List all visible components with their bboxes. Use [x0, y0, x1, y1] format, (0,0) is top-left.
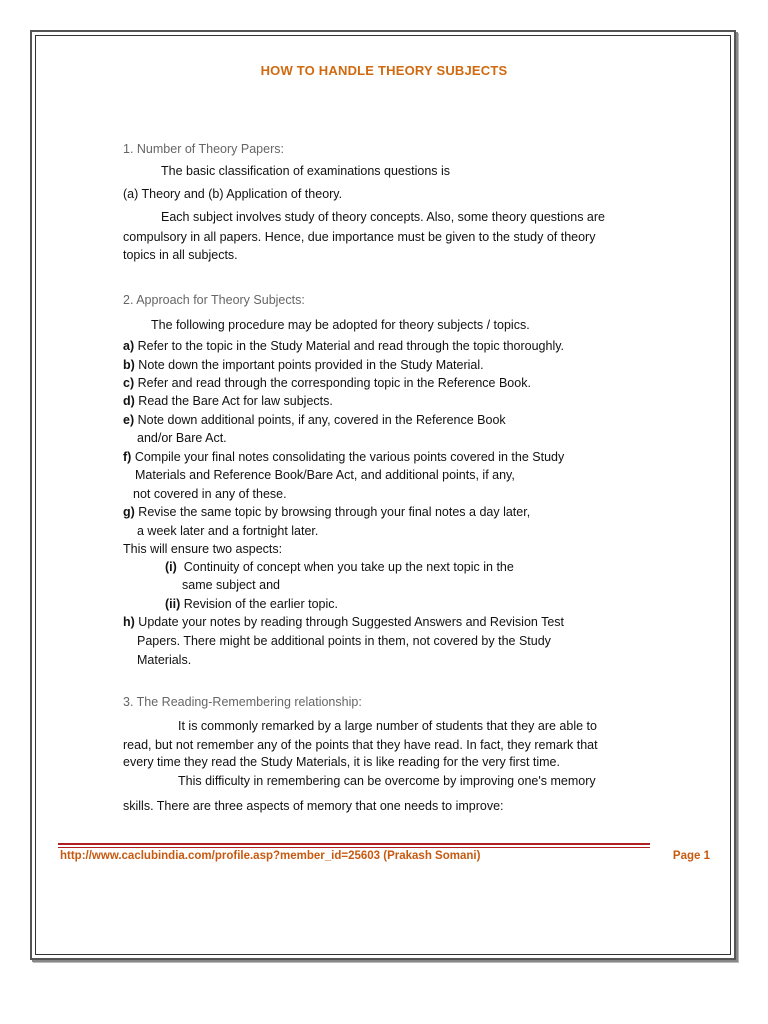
- step-f-continued-1: Materials and Reference Book/Bare Act, and additional points, if any,: [135, 468, 515, 482]
- step-g-continued: a week later and a fortnight later.: [137, 524, 319, 538]
- aspect-ii-label: (ii): [165, 597, 181, 611]
- section3-para2-line2: skills. There are three aspects of memory that one needs to improve:: [123, 799, 504, 813]
- section1-heading: 1. Number of Theory Papers:: [123, 142, 284, 156]
- step-g: [123, 504, 530, 520]
- section1-para-line2: compulsory in all papers. Hence, due importance must be given to the study of theory: [123, 230, 596, 244]
- section3-para1-line3: every time they read the Study Materials, it is like reading for the very first time.: [123, 755, 560, 769]
- step-a: [123, 338, 564, 354]
- footer-divider: [58, 843, 650, 845]
- aspect-ii: [165, 596, 338, 612]
- aspect-i-continued: same subject and: [182, 578, 280, 592]
- footer-link[interactable]: http://www.caclubindia.com/profile.asp?member_id=25603 (Prakash Somani): [60, 850, 481, 862]
- step-g-label: g): [123, 505, 135, 519]
- step-h-text: Update your notes by reading through Suggested Answers and Revision Test: [138, 615, 565, 629]
- step-f-continued-2: not covered in any of these.: [133, 487, 287, 501]
- step-c: [123, 375, 531, 391]
- step-b-text: Note down the important points provided in the Study Material.: [138, 358, 484, 372]
- aspect-i: [165, 559, 514, 575]
- section3-heading: 3. The Reading-Remembering relationship:: [123, 695, 362, 709]
- step-b-label: b): [123, 358, 135, 372]
- step-e: [123, 412, 506, 428]
- step-a-label: a): [123, 339, 135, 353]
- step-f: [123, 449, 564, 465]
- step-h: [123, 614, 564, 630]
- section3-para2-line1: This difficulty in remembering can be overcome by improving one's memory: [178, 774, 596, 788]
- document-title: HOW TO HANDLE THEORY SUBJECTS: [260, 63, 508, 78]
- section1-line1: The basic classification of examinations questions is: [161, 164, 451, 178]
- section1-para-line3: topics in all subjects.: [123, 248, 238, 262]
- step-h-continued-2: Materials.: [137, 653, 192, 667]
- step-a-text: Refer to the topic in the Study Material and read through the topic thoroughly.: [137, 339, 565, 353]
- footer-divider-thin: [58, 847, 650, 848]
- step-d: [123, 393, 333, 409]
- step-c-label: c): [123, 376, 135, 390]
- step-c-text: Refer and read through the corresponding topic in the Reference Book.: [137, 376, 531, 390]
- step-d-label: d): [123, 394, 135, 408]
- section2-intro: The following procedure may be adopted for theory subjects / topics.: [151, 318, 530, 332]
- step-f-text: Compile your final notes consolidating the various points covered in the Study: [134, 450, 565, 464]
- section1-line2: (a) Theory and (b) Application of theory.: [123, 187, 343, 201]
- ensure-aspects: This will ensure two aspects:: [123, 542, 283, 556]
- step-g-text: Revise the same topic by browsing through your final notes a day later,: [138, 505, 531, 519]
- aspect-i-label: (i): [165, 560, 177, 574]
- step-h-continued-1: Papers. There might be additional points in them, not covered by the Study: [137, 634, 551, 648]
- step-e-continued: and/or Bare Act.: [137, 431, 227, 445]
- step-f-label: f): [123, 450, 132, 464]
- section2-heading: 2. Approach for Theory Subjects:: [123, 293, 305, 307]
- section3-para1-line1: It is commonly remarked by a large number of students that they are able to: [178, 719, 597, 733]
- step-e-label: e): [123, 413, 135, 427]
- section1-para-line1: Each subject involves study of theory concepts. Also, some theory questions are: [161, 210, 605, 224]
- aspect-i-text: Continuity of concept when you take up the next topic in the: [183, 560, 514, 574]
- aspect-ii-text: Revision of the earlier topic.: [183, 597, 339, 611]
- page-number: Page 1: [672, 850, 710, 862]
- step-e-text: Note down additional points, if any, covered in the Reference Book: [137, 413, 506, 427]
- step-b: [123, 357, 484, 373]
- step-d-text: Read the Bare Act for law subjects.: [138, 394, 333, 408]
- step-h-label: h): [123, 615, 135, 629]
- section3-para1-line2: read, but not remember any of the points that they have read. In fact, they remark that: [123, 738, 598, 752]
